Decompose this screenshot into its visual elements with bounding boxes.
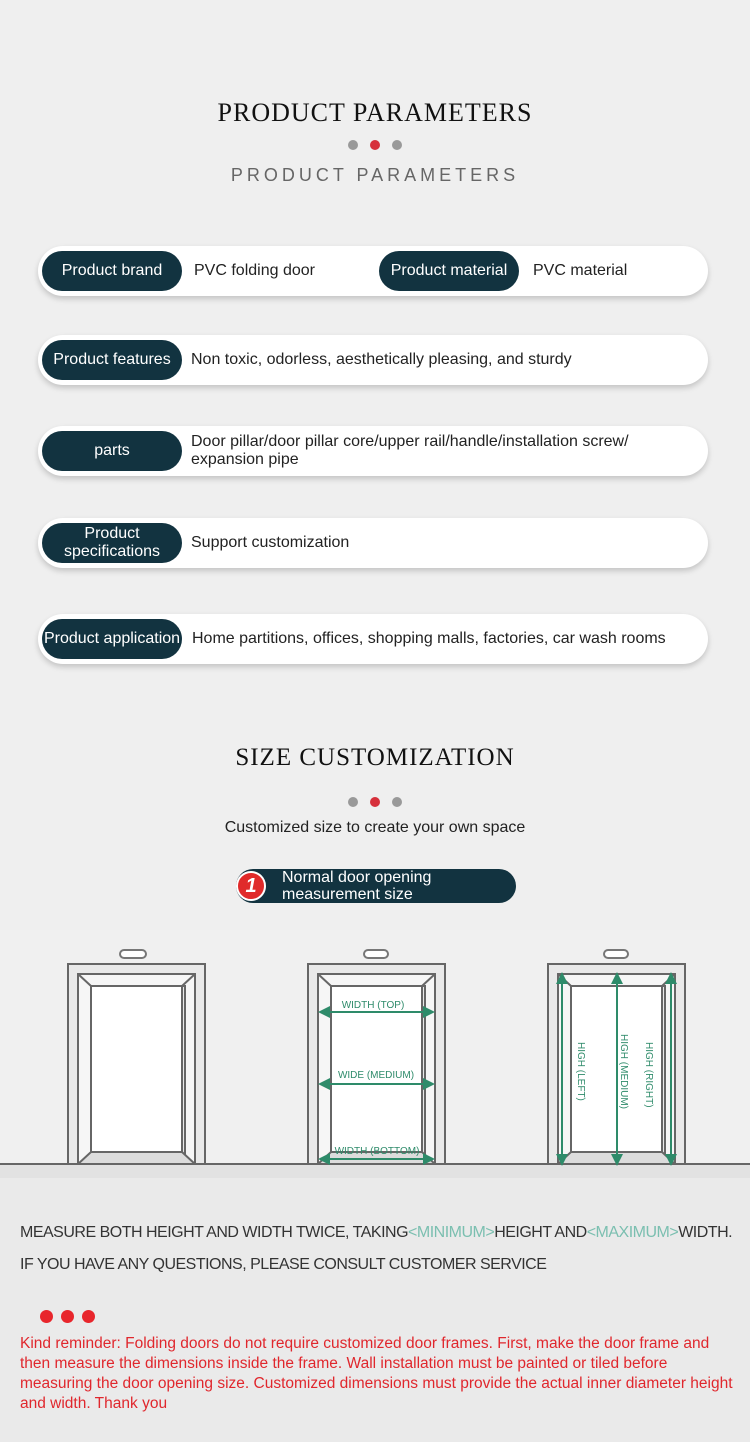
param-row-application: [38, 614, 708, 664]
door-frame-plain: [68, 950, 205, 1164]
door-frame-width: [308, 950, 445, 1164]
instruction-text: MEASURE BOTH HEIGHT AND WIDTH TWICE, TAKING: [20, 1224, 409, 1241]
param-row-specifications: [38, 518, 708, 568]
size-title: SIZE CUSTOMIZATION: [235, 744, 515, 771]
param-label: Product features: [42, 340, 182, 380]
param-value: Support customization: [191, 534, 350, 551]
param-label: parts: [42, 431, 182, 471]
param-value-material: PVC material: [533, 262, 628, 279]
label-width-top: WIDTH (TOP): [341, 1000, 405, 1011]
instruction-highlight-minimum: <MINIMUM>: [408, 1224, 495, 1241]
kind-reminder: Kind reminder: Folding doors do not require customized door frames. First, make the door frame and then measure the dimensions inside the frame. Wall installation must be painted or tiled before measuring the door opening size. Customized dimensions must provide the actual inner diameter height and width. Thank you: [20, 1335, 733, 1412]
measurement-badge: [236, 869, 516, 903]
param-value: PVC folding door: [194, 262, 315, 279]
label-high-medium: HIGH (MEDIUM): [618, 1034, 629, 1109]
label-width-medium: WIDE (MEDIUM): [337, 1070, 415, 1081]
param-value: Home partitions, offices, shopping malls, factories, car wash rooms: [192, 630, 666, 647]
size-title-dots: [0, 794, 750, 812]
label-high-left: HIGH (LEFT): [575, 1042, 586, 1101]
param-label: Product brand: [42, 251, 182, 291]
param-row-features: [38, 335, 708, 385]
param-label-material: Product material: [379, 251, 519, 291]
section-title: PRODUCT PARAMETERS: [217, 98, 533, 127]
reminder-dots: [40, 1310, 103, 1328]
door-measurement-diagram: [0, 930, 750, 1180]
instruction-line-1: [20, 1224, 732, 1242]
instruction-highlight-maximum: <MAXIMUM>: [586, 1224, 679, 1241]
measurement-badge-label: Normal door opening measurement size: [282, 869, 432, 903]
instruction-text: HEIGHT AND: [494, 1224, 587, 1241]
param-row-parts: [38, 426, 708, 476]
title-dots: [0, 137, 750, 155]
door-frame-height: [548, 950, 685, 1164]
param-row-brand: [38, 246, 708, 296]
param-value: Door pillar/door pillar core/upper rail/handle/installation screw/ expansion pipe: [191, 433, 629, 468]
instruction-text: WIDTH.: [678, 1224, 733, 1241]
section-subtitle: PRODUCT PARAMETERS: [230, 165, 520, 185]
param-label: Product specifications: [42, 523, 182, 563]
param-label: Product application: [42, 619, 182, 659]
size-subtitle: Customized size to create your own space: [224, 819, 526, 836]
instruction-line-2: IF YOU HAVE ANY QUESTIONS, PLEASE CONSULT CUSTOMER SERVICE: [20, 1256, 547, 1273]
number-badge: 1: [236, 871, 266, 901]
label-high-right: HIGH (RIGHT): [643, 1042, 654, 1108]
param-value: Non toxic, odorless, aesthetically pleasing, and sturdy: [191, 351, 572, 368]
label-width-bottom: WIDTH (BOTTOM): [334, 1146, 420, 1157]
